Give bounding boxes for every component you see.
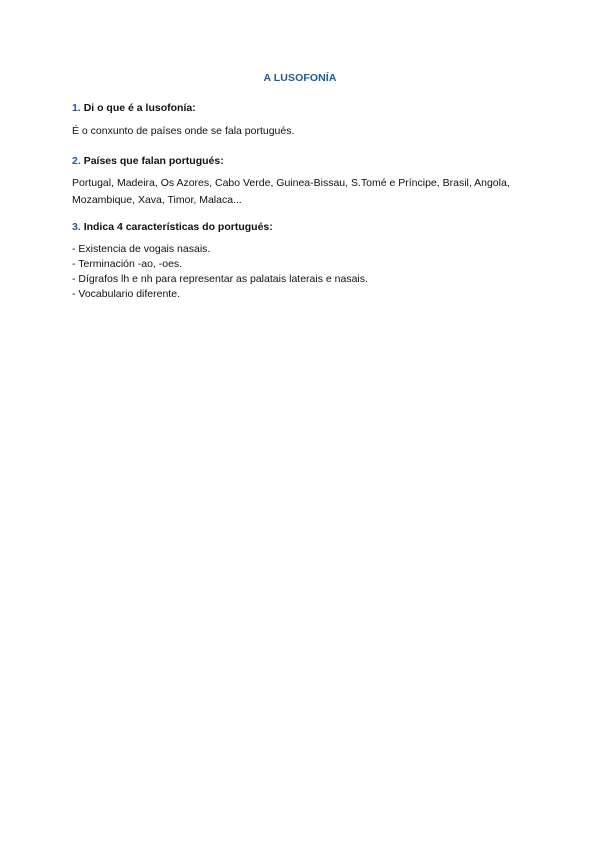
question-section-2: [72, 154, 532, 209]
list-item: - Terminación -ao, -oes.: [72, 258, 183, 270]
question-heading: [72, 154, 532, 168]
answer-text: Portugal, Madeira, Os Azores, Cabo Verde, Guinea-Bissau, S.Tomé e Príncipe, Brasil, Angola, Mozambique, Xava, Timor, Malaca...: [72, 177, 510, 206]
answer-text: É o conxunto de países onde se fala portugués.: [72, 125, 295, 137]
question-text: Indica 4 características do portugués:: [83, 221, 273, 233]
list-item: - Dígrafos lh e nh para representar as palatais laterais e nasais.: [72, 273, 368, 285]
question-heading: [72, 101, 532, 115]
document-title: A LUSOFONÍA: [263, 72, 337, 84]
question-section-3: [72, 220, 532, 302]
question-section-1: [72, 101, 532, 139]
question-text: Di o que é a lusofonía:: [83, 102, 196, 114]
question-number: 2.: [72, 155, 81, 167]
question-text: Países que falan portugués:: [83, 155, 224, 167]
question-number: 3.: [72, 221, 81, 233]
question-number: 1.: [72, 102, 81, 114]
list-item: - Vocabulario diferente.: [72, 288, 180, 300]
list-item: - Existencia de vogais nasais.: [72, 243, 211, 255]
question-heading: [72, 220, 532, 234]
characteristics-list: [72, 242, 532, 302]
